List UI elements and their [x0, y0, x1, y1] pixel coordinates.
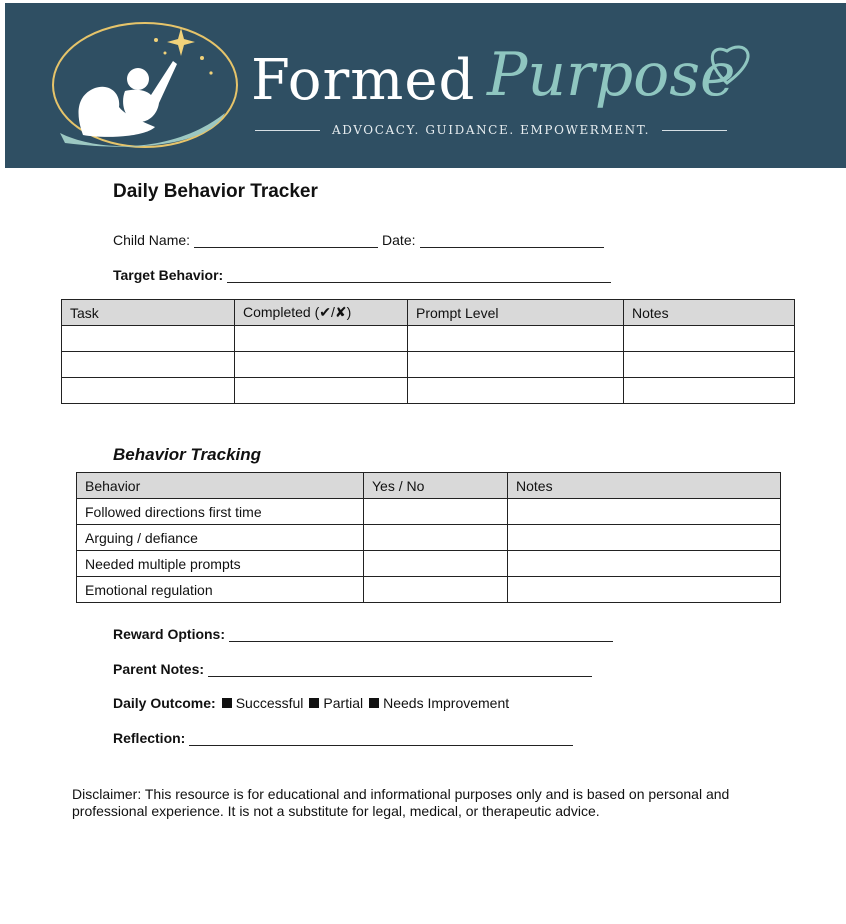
column-header: Behavior — [77, 473, 364, 499]
completed-cell[interactable] — [235, 352, 408, 378]
tagline-row — [255, 120, 727, 140]
star-icon — [167, 28, 195, 56]
reward-options-label: Reward Options: — [113, 626, 226, 642]
section-title: Behavior Tracking — [113, 445, 262, 464]
star-icon-small — [200, 56, 204, 60]
table-header-row — [77, 473, 781, 499]
completed-cell[interactable] — [235, 378, 408, 404]
yes-no-cell[interactable] — [364, 577, 508, 603]
notes-cell[interactable] — [508, 525, 781, 551]
behavior-cell: Emotional regulation — [77, 577, 364, 603]
reward-options-field[interactable] — [229, 627, 613, 642]
task-cell[interactable] — [62, 326, 235, 352]
child-silhouette-icon — [123, 61, 177, 122]
yes-no-cell[interactable] — [364, 499, 508, 525]
behavior-cell: Followed directions first time — [77, 499, 364, 525]
date-field[interactable] — [420, 233, 604, 248]
divider — [662, 130, 727, 131]
task-table — [61, 299, 795, 404]
notes-cell[interactable] — [624, 352, 795, 378]
task-cell[interactable] — [62, 378, 235, 404]
reflection-row — [113, 730, 573, 746]
notes-cell[interactable] — [624, 378, 795, 404]
column-header: Notes — [508, 473, 781, 499]
star-icon-small — [164, 52, 167, 55]
notes-cell[interactable] — [508, 551, 781, 577]
table-row — [62, 352, 795, 378]
option-label: Needs Improvement — [383, 695, 510, 711]
header-banner — [5, 3, 846, 168]
reward-options-row — [113, 626, 613, 642]
divider — [255, 130, 320, 131]
star-icon-small — [209, 71, 212, 74]
child-name-field[interactable] — [194, 233, 378, 248]
brand-name-formed: Formed — [251, 48, 476, 113]
table-row — [77, 499, 781, 525]
option-label: Partial — [323, 695, 364, 711]
tagline: ADVOCACY. GUIDANCE. EMPOWERMENT. — [331, 123, 651, 137]
completed-cell[interactable] — [235, 326, 408, 352]
table-row — [62, 378, 795, 404]
date-label: Date: — [382, 232, 416, 248]
table-row — [77, 551, 781, 577]
task-cell[interactable] — [62, 352, 235, 378]
behavior-cell: Arguing / defiance — [77, 525, 364, 551]
behavior-table — [76, 472, 781, 603]
target-behavior-label: Target Behavior: — [113, 267, 224, 283]
child-name-label: Child Name: — [113, 232, 191, 248]
child-name-row — [113, 232, 604, 248]
prompt-level-cell[interactable] — [408, 352, 624, 378]
parent-notes-row — [113, 661, 592, 677]
notes-cell[interactable] — [508, 499, 781, 525]
notes-cell[interactable] — [624, 326, 795, 352]
reflection-field[interactable] — [189, 731, 573, 746]
table-row — [77, 525, 781, 551]
table-row — [62, 326, 795, 352]
daily-outcome-row — [113, 695, 509, 711]
yes-no-cell[interactable] — [364, 551, 508, 577]
notes-cell[interactable] — [508, 577, 781, 603]
daily-outcome-label: Daily Outcome: — [113, 695, 216, 711]
checkbox-successful[interactable] — [222, 698, 232, 708]
column-header: Completed (✔/✘) — [235, 300, 408, 326]
target-behavior-field[interactable] — [227, 268, 611, 283]
star-icon-small — [154, 38, 158, 42]
behavior-cell: Needed multiple prompts — [77, 551, 364, 577]
column-header: Notes — [624, 300, 795, 326]
table-header-row — [62, 300, 795, 326]
column-header: Yes / No — [364, 473, 508, 499]
column-header: Task — [62, 300, 235, 326]
parent-notes-label: Parent Notes: — [113, 661, 205, 677]
checkbox-needs-improvement[interactable] — [369, 698, 379, 708]
option-label: Successful — [235, 695, 304, 711]
brand-name-purpose: Purpose — [487, 40, 736, 110]
child-head-icon — [127, 68, 149, 90]
yes-no-cell[interactable] — [364, 525, 508, 551]
prompt-level-cell[interactable] — [408, 378, 624, 404]
disclaimer-text: Disclaimer: This resource is for educational and informational purposes only and is based on personal and professional experience. It is not a substitute for legal, medical, or therapeutic advice. — [72, 786, 730, 819]
checkbox-partial[interactable] — [309, 698, 319, 708]
table-row — [77, 577, 781, 603]
column-header: Prompt Level — [408, 300, 624, 326]
parent-notes-field[interactable] — [208, 662, 592, 677]
prompt-level-cell[interactable] — [408, 326, 624, 352]
target-behavior-row — [113, 267, 611, 283]
reflection-label: Reflection: — [113, 730, 186, 746]
page-title: Daily Behavior Tracker — [113, 181, 318, 202]
